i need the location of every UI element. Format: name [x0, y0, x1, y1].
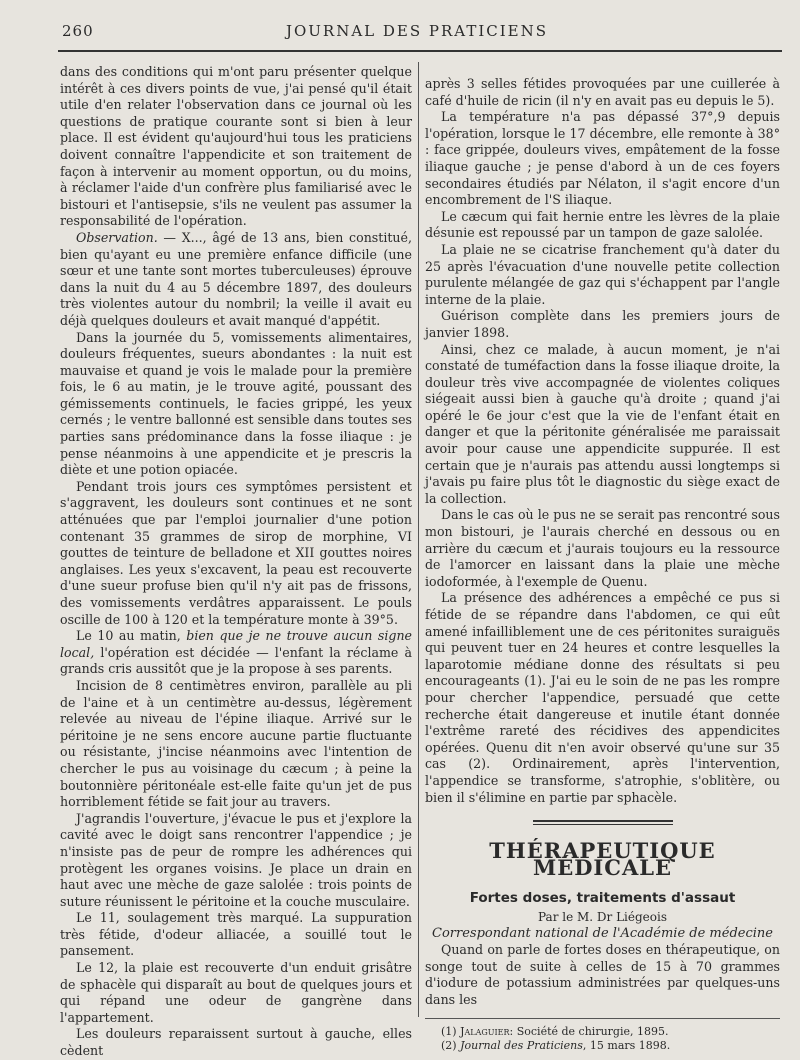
header-rule: [58, 50, 782, 52]
paragraph: Dans le cas où le pus ne se serait pas rencontré sous mon bistouri, je l'aurais cherché en dessous ou en arrière du cæcum et j'aurais toujours eu la ressource de l'amorcer en laissant dans la plaie une mèche iodoformée, à l'exemple de Quenu.: [425, 507, 780, 589]
paragraph: La température n'a pas dépassé 37°,9 depuis l'opération, lorsque le 17 décembre, elle remonte à 38° : face grippée, douleurs vives, empâtement de la fosse iliaque gauche ; je pense d'abord à un de ces foyers secondaires étudiés par Nélaton, il s'agit encore d'un encombrement de l'S iliaque.: [425, 109, 780, 208]
paragraph: Ainsi, chez ce malade, à aucun moment, je n'ai constaté de tuméfaction dans la fosse iliaque droite, la douleur très vive accompagnée de violentes coliques siégeait aussi bien à gauche qu'à droite ; quand j'ai opéré le 6e jour c'est que la vie de l'enfant était en danger et que la péritonite généralisée me paraissait avoir pour cause une appendicite suppurée. Il est certain que je n'aurais pas attendu aussi longtemps si j'avais pu faire plus tôt le diagnostic du siège exact de la collection.: [425, 341, 780, 506]
observation-paragraph: [60, 230, 412, 330]
paragraph: Incision de 8 centimètres environ, parallèle au pli de l'aine et à un centimètre au-dessus, légèrement relevée au niveau de l'épine iliaque. Arrivé sur le péritoine je ne sens encore aucune partie fluctuante ou résistante, j'incise néanmoins avec l'intention de chercher le pus au voisinage du cæcum ; à peine la boutonnière péritonéale est-elle faite qu'un jet de pus horriblement fétide se fait jour au travers.: [60, 677, 412, 810]
le10-start: Le 10 au matin,: [76, 628, 181, 644]
footnote-text: , 15 mars 1898.: [582, 1039, 671, 1053]
left-column: [60, 64, 412, 1060]
footnote-journal: Journal des Praticiens: [460, 1039, 583, 1053]
le10-italic: bien que je ne trouve aucun signe local,: [60, 628, 413, 660]
paragraph: J'agrandis l'ouverture, j'évacue le pus et j'explore la cavité avec le doigt sans rencontrer l'appendice ; je n'insiste pas de peur de rompre les adhérences qui protègent les organes voisins. Je place un drain en haut avec une mèche de gaze salolée : trois points de suture réunissent le péritoine et la couche musculaire.: [60, 810, 412, 909]
paragraph: Le cæcum qui fait hernie entre les lèvres de la plaie désunie est repoussé par un tampon de gaze salolée.: [425, 208, 780, 241]
le10-rest: — l'enfant la réclame à grands cris aussitôt que je la propose à ses parents.: [60, 644, 412, 677]
paragraph: Les douleurs reparaissent surtout à gauche, elles cèdent: [60, 1026, 412, 1059]
footnote-rule: [425, 1018, 780, 1019]
le10-paragraph: [60, 628, 412, 678]
footnote: [425, 1025, 780, 1039]
section-title: THÉRAPEUTIQUE MÉDICALE: [489, 838, 716, 880]
article-intro: Quand on parle de fortes doses en thérapeutique, on songe tout de suite à celles de 15 à 70 grammes d'iodure de potassium administrées par quelques-uns dans les: [425, 942, 780, 1007]
footnote-ref: (2): [441, 1039, 457, 1053]
page-number: 260: [62, 22, 94, 40]
paragraph: Guérison complète dans les premiers jours de janvier 1898.: [425, 308, 780, 340]
paragraph: dans des conditions qui m'ont paru présenter quelque intérêt à ces divers points de vue, j'ai pensé qu'il était utile d'en relater l'observation dans ce journal où les questions de pratique courante sont si bien à leur place. Il est évident qu'aujourd'hui tous les praticiens doivent connaître l'appendicite et son traitement de façon à intervenir au moment opportun, ou du moins, à réclamer l'aide d'un confrère plus familiarisé avec le bistouri et l'antisepsie, s'ils ne veulent pas assumer la responsabilité de l'opération.: [60, 64, 412, 229]
paragraph: Le 11, soulagement très marqué. La suppuration très fétide, d'odeur alliacée, a souillé tout le pansement.: [60, 910, 412, 959]
paragraph: Pendant trois jours ces symptômes persistent et s'aggravent, les douleurs sont continues et ne sont atténuées que par l'emploi journalier d'une potion contenant 35 grammes de sirop de morphine, VI gouttes de teinture de belladone et XII gouttes noires anglaises. Les yeux s'excavent, la peau est recouverte d'une sueur profuse bien qu'il n'y ait pas de frissons, des vomissements verdâtres apparaissent. Le pouls oscille de 100 à 120 et la température monte à 39°5.: [60, 478, 412, 627]
section-rule: [533, 820, 673, 822]
running-title: JOURNAL DES PRATICIENS: [285, 22, 549, 40]
paragraph: après 3 selles fétides provoquées par une cuillerée à café d'huile de ricin (il n'y en avait pas eu depuis le 5).: [425, 76, 780, 108]
page-header: [62, 22, 772, 48]
paragraph: La présence des adhérences a empêché ce pus si fétide de se répandre dans l'abdomen, ce qui eût amené infailliblement une de ces péritonites suraiguës qui peuvent tuer en 24 heures et contre lesquelles la laparotomie médiane donne des résultats si peu encourageants (1). J'ai eu le soin de ne pas les rompre pour chercher l'appendice, persuadé que cette recherche était dangereuse et inutile étant donnée l'extrême rareté des récidives des appendicites opérées. Quenu dit n'en avoir observé qu'une sur 35 cas (2). Ordinairement, après l'intervention, l'appendice se transforme, s'atrophie, s'oblitère, ou bien il s'élimine en partie par sphacèle.: [425, 590, 780, 805]
article-byline: Par le M. Dr Liégeois: [538, 909, 667, 924]
paragraph: Dans la journée du 5, vomissements alimentaires, douleurs fréquentes, sueurs abondantes : la nuit est mauvaise et quand je vois le malade pour la première fois, le 6 au matin, je le trouve agité, poussant des gémissements continuels, le facies grippé, les yeux cernés ; le ventre ballonné est sensible dans toutes ses parties sans prédominance dans la fosse iliaque : je pense néanmoins à une appendicite et je prescris la diète et une potion opiacée.: [60, 329, 412, 478]
footnote-ref: (1): [441, 1025, 457, 1039]
observation-label: Observation.: [76, 229, 158, 245]
footnote: [425, 1039, 780, 1053]
article-affiliation: Correspondant national de l'Académie de médecine: [432, 925, 773, 941]
footnote-author: Jalaguier: [460, 1025, 510, 1039]
paragraph: La plaie ne se cicatrise franchement qu'à dater du 25 après l'évacuation d'une nouvelle petite collection purulente mélangée de gaz qui s'échappent par l'angle interne de la plaie.: [425, 241, 780, 307]
footnote-text: : Société de chirurgie, 1895.: [509, 1025, 669, 1039]
article-title: Fortes doses, traitements d'assaut: [469, 890, 736, 907]
column-divider: [418, 62, 419, 1017]
paragraph: Le 12, la plaie est recouverte d'un enduit grisâtre de sphacèle qui disparaît au bout de quelques jours et qui répand une odeur de gangrène dans l'appartement.: [60, 960, 412, 1025]
le10-end: l'opération est décidée: [100, 644, 250, 660]
right-column: [425, 76, 780, 1053]
observation-text: — X..., âgé de 13 ans, bien constitué, bien qu'ayant eu une première enfance difficile (une sœur et une tante sont mortes tuberculeuses) éprouve dans la nuit du 4 au 5 décembre 1897, des douleurs très violentes autour du nombril; la veille il avait eu déjà quelques douleurs et avait manqué d'appétit.: [60, 229, 412, 328]
section-rule: [533, 824, 673, 825]
